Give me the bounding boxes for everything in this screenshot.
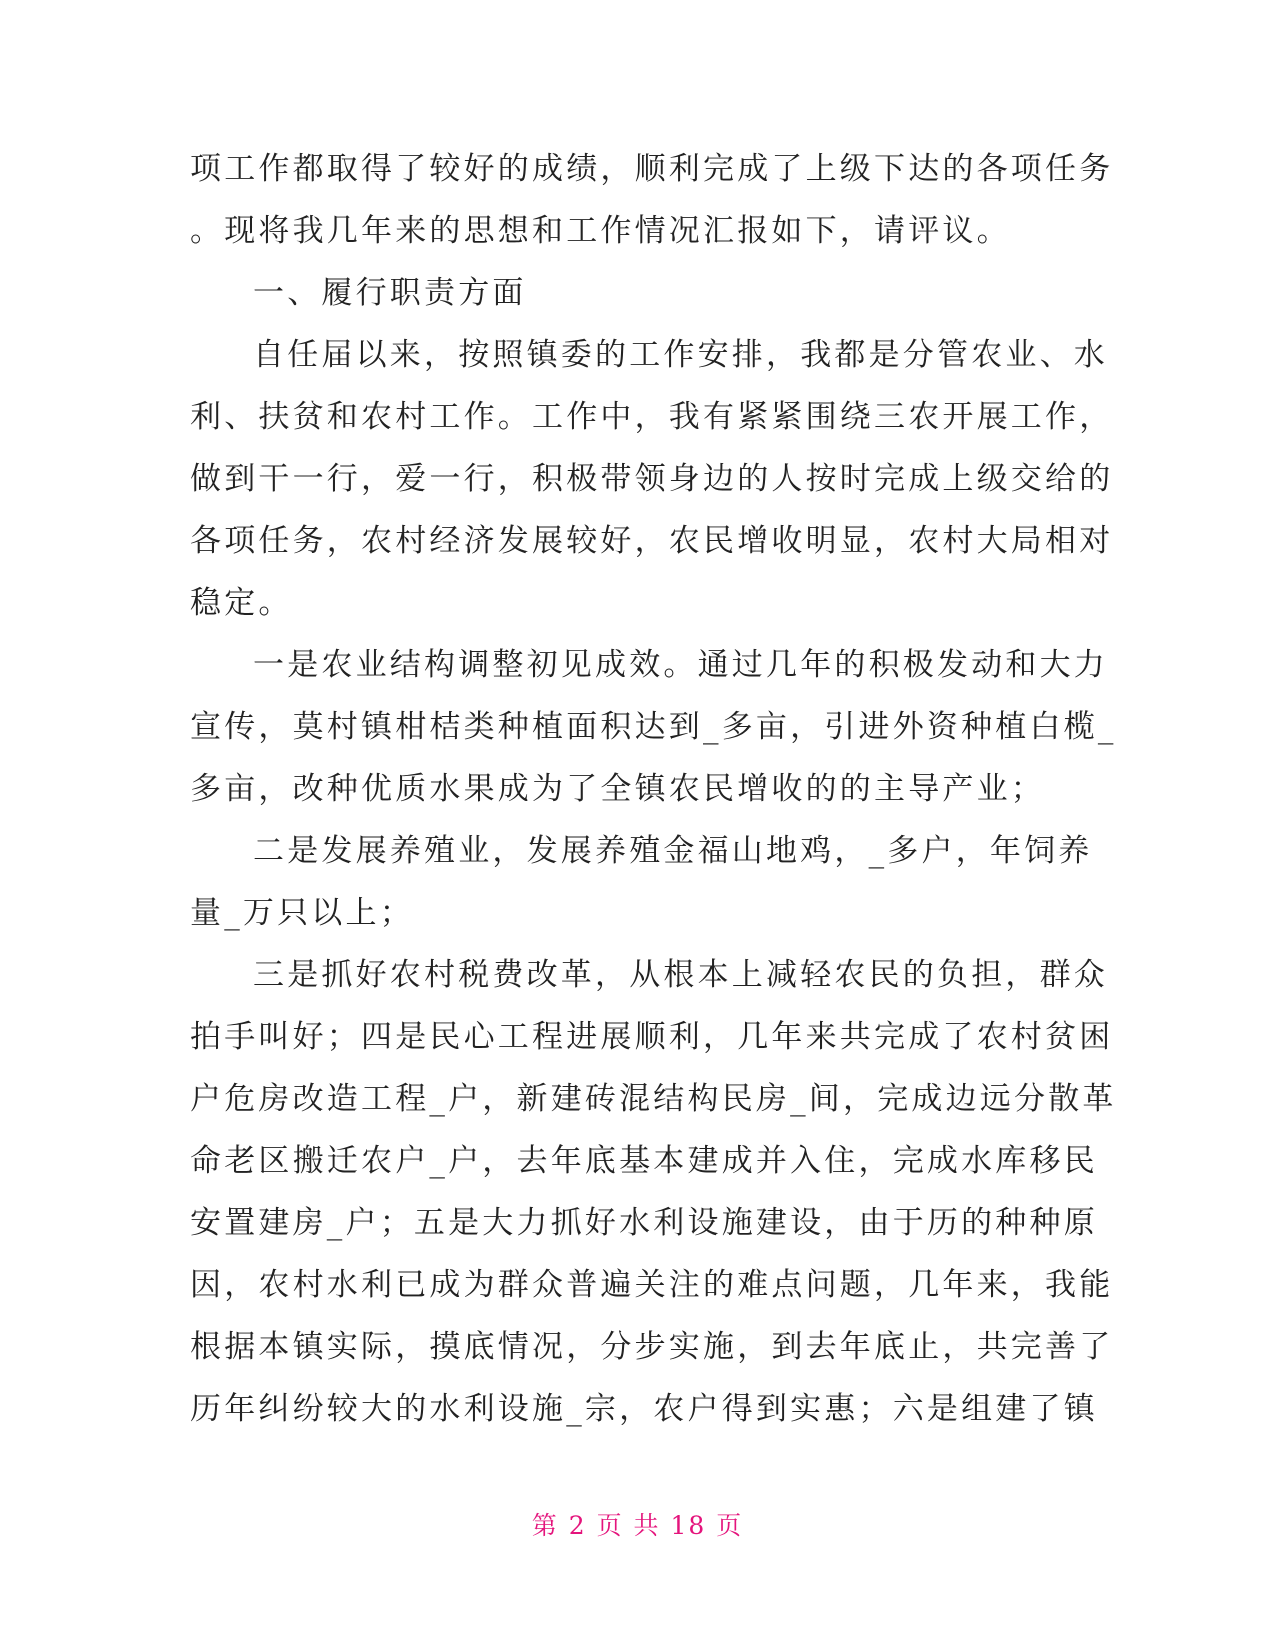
text-line: 自任届以来，按照镇委的工作安排，我都是分管农业、水 bbox=[253, 337, 1108, 373]
document-body bbox=[190, 138, 1117, 1440]
text-line: 二是发展养殖业，发展养殖金福山地鸡，_多户，年饲养 bbox=[253, 833, 1093, 869]
text-line: 宣传，莫村镇柑桔类种植面积达到_多亩，引进外资种植白榄_ bbox=[190, 709, 1117, 745]
text-line: 因，农村水利已成为群众普遍关注的难点问题，几年来，我能 bbox=[190, 1267, 1114, 1303]
text-line: 三是抓好农村税费改革，从根本上减轻农民的负担，群众 bbox=[253, 957, 1108, 993]
text-line: 做到干一行，爱一行，积极带领身边的人按时完成上级交给的 bbox=[190, 461, 1114, 497]
text-line: 多亩，改种优质水果成为了全镇农民增收的的主导产业； bbox=[190, 771, 1045, 807]
text-line: 稳定。 bbox=[190, 585, 293, 621]
text-line: 利、扶贫和农村工作。工作中，我有紧紧围绕三农开展工作， bbox=[190, 399, 1114, 435]
text-line: 项工作都取得了较好的成绩，顺利完成了上级下达的各项任务 bbox=[190, 151, 1114, 187]
text-line: 根据本镇实际，摸底情况，分步实施，到去年底止，共完善了 bbox=[190, 1329, 1114, 1365]
text-line: 命老区搬迁农户_户，去年底基本建成并入住，完成水库移民 bbox=[190, 1143, 1098, 1179]
text-line: 安置建房_户；五是大力抓好水利设施建设，由于历的种种原 bbox=[190, 1205, 1098, 1241]
text-line: 拍手叫好；四是民心工程进展顺利，几年来共完成了农村贫困 bbox=[190, 1019, 1114, 1055]
text-line: 各项任务，农村经济发展较好，农民增收明显，农村大局相对 bbox=[190, 523, 1114, 559]
text-line: 一是农业结构调整初见成效。通过几年的积极发动和大力 bbox=[253, 647, 1108, 683]
section-heading: 一、履行职责方面 bbox=[253, 275, 527, 311]
text-line: 量_万只以上； bbox=[190, 895, 414, 931]
text-line: 户危房改造工程_户，新建砖混结构民房_间，完成边远分散革 bbox=[190, 1081, 1117, 1117]
text-line: 。现将我几年来的思想和工作情况汇报如下，请评议。 bbox=[190, 213, 1011, 249]
page-number-footer: 第 2 页 共 18 页 bbox=[531, 1511, 744, 1540]
text-line: 历年纠纷较大的水利设施_宗，农户得到实惠；六是组建了镇 bbox=[190, 1391, 1098, 1427]
